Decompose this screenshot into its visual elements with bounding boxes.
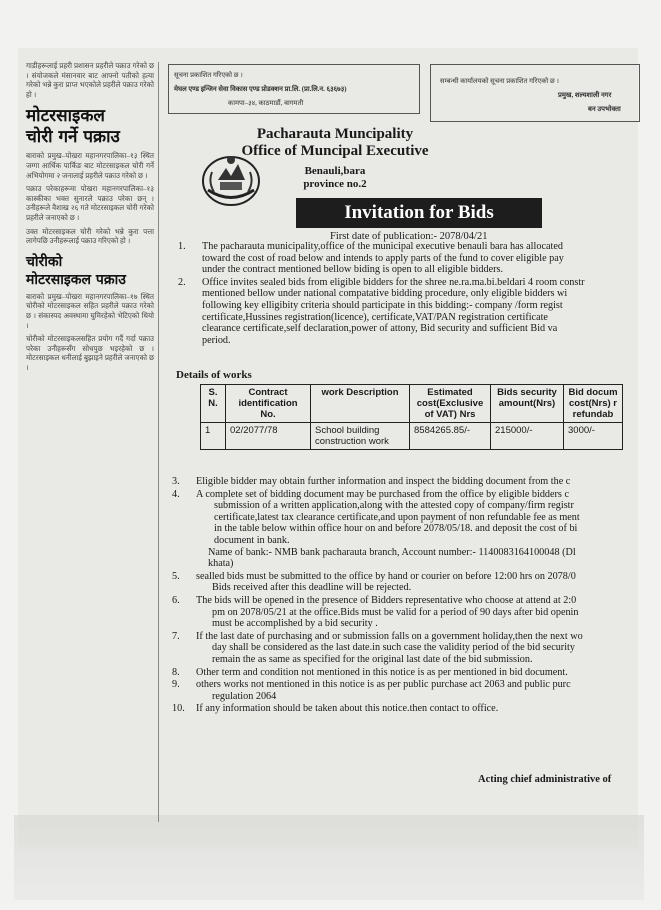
item-line: khata) bbox=[208, 558, 234, 570]
table-row bbox=[201, 423, 623, 450]
column-divider bbox=[158, 62, 159, 822]
item-text bbox=[196, 679, 638, 702]
address-line: Benauli,bara bbox=[304, 165, 366, 177]
news-headline bbox=[26, 253, 154, 289]
news-paragraph: गाडीहरूलाई प्रहरी प्रशासन प्रहरीले पक्राउ गरेको छ । संयोजकले मंसानवार बाट आफ्नो पतीको हत्या गरेको भन्ने कुरा प्राप्त भएकोले प्रहरीले पक्राउ गरेको हो । bbox=[26, 62, 154, 99]
item-line: Other term and condition not mentioned in this notice is as per mentioned in bid document. bbox=[196, 666, 568, 678]
headline-line: चोरी गर्ने पक्राउ bbox=[26, 127, 120, 148]
item-number: 6. bbox=[172, 594, 180, 606]
item-line: sealled bids must be submitted to the office by hand or courier on before 12:00 hrs on 2078/0 bbox=[196, 570, 576, 582]
table-cell: School building construction work bbox=[311, 423, 410, 450]
notice-item bbox=[172, 489, 638, 570]
notice-item bbox=[172, 476, 638, 488]
item-line: under the contract mentioned bellow biding is open to all eligible bidders. bbox=[202, 264, 504, 276]
table-cell: 215000/- bbox=[491, 423, 564, 450]
notice-text: बन उपभोक्ता bbox=[588, 106, 621, 113]
item-number: 2. bbox=[178, 276, 186, 288]
news-paragraph: बाराको प्रमुख–पोखरा महानगरपालिका–१७ स्थित चोरीको मोटरसाइकल सहित प्रहरीले पक्राउ गरेको छ । संकास्पद अवस्थामा घुमिरहेको भेटिएको थियो । bbox=[26, 292, 154, 330]
item-line: following key elligibity criteria should participate in this bidding:- company /form regist bbox=[202, 299, 563, 311]
notice-text: सम्बन्धी कार्यालयको सूचना प्रकाशित गरिएको छ । bbox=[440, 78, 559, 85]
table-header: Bid docum cost(Nrs) r refundab bbox=[564, 385, 623, 423]
province-line: province no.2 bbox=[303, 178, 367, 190]
item-number: 8. bbox=[172, 666, 180, 678]
notice-item bbox=[178, 277, 638, 347]
table-header-row bbox=[201, 385, 623, 423]
news-paragraph: पक्राउ परेकाहरूमा पोखरा महानगरपालिका–१३ कास्कीका भक्त सुनारले पक्राउ परेका छन् । उनीहरूले वैशाख २६ गते मोटरसाइकल चोरी गरेको प्रहरीले जनाएको छ । bbox=[26, 185, 154, 222]
item-line: period. bbox=[202, 334, 231, 346]
publication-date: First date of publication:- 2078/04/21 bbox=[330, 231, 488, 242]
item-line: clearance certificate,self declaration,power of attony, Bid security and sufficient Bid va bbox=[202, 323, 558, 335]
item-line: Bids received after this deadline will be rejected. bbox=[212, 582, 412, 594]
item-line: pm on 2078/05/21 at the office.Bids must be valid for a period of 90 days after bid openin bbox=[212, 606, 579, 618]
news-paragraph: उक्त मोटरसाइकल चोरी गरेको भन्ने कुरा पत्ता लागेपछि उनीहरूलाई पक्राउ गरिएको हो । bbox=[26, 227, 154, 246]
item-text bbox=[196, 476, 638, 488]
left-news-column bbox=[26, 62, 154, 822]
notice-text: प्रमुख, शल्यशाली नगर bbox=[558, 92, 612, 99]
notice-item bbox=[172, 631, 638, 666]
works-table bbox=[200, 384, 623, 450]
item-line: A complete set of bidding document may be purchased from the office by eligible bidders c bbox=[196, 488, 569, 500]
item-text bbox=[194, 241, 638, 276]
headline-line: मोटरसाइकल पक्राउ bbox=[26, 271, 126, 288]
item-text bbox=[194, 277, 638, 347]
item-line: toward the cost of road below and intends to apply parts of the fund to cover eligible pay bbox=[202, 252, 564, 264]
item-line: in the table below within office hour on and before 2078/05/18. and deposit the cost of bi bbox=[214, 523, 578, 535]
table-header: Contract identification No. bbox=[226, 385, 311, 423]
item-line: certificate,latest tax clearance certificate,and upon payment of non refundable fee as ment bbox=[214, 511, 580, 523]
top-notice-strip bbox=[168, 62, 638, 117]
item-line: Name of bank:- NMB bank pacharauta branch, Account number:- 1140083164100048 (Dl bbox=[208, 546, 576, 558]
item-text bbox=[196, 571, 638, 594]
table-cell: 1 bbox=[201, 423, 226, 450]
notice-item bbox=[178, 241, 638, 276]
notice-items-bottom bbox=[172, 476, 638, 716]
news-headline bbox=[26, 106, 154, 148]
item-line: Eligible bidder may obtain further information and inspect the bidding document from the c bbox=[196, 476, 571, 487]
item-text bbox=[196, 667, 638, 679]
item-line: remain the as same as specified for the original last date of the bid submission. bbox=[212, 653, 533, 665]
invitation-banner: Invitation for Bids bbox=[296, 198, 542, 228]
notice-items-top bbox=[178, 241, 638, 347]
item-text bbox=[196, 595, 638, 630]
item-number: 10. bbox=[172, 703, 185, 715]
item-text bbox=[196, 631, 638, 666]
item-line: others works not mentioned in this notice is as per public purchase act 2063 and public purc bbox=[196, 679, 571, 691]
item-text bbox=[196, 489, 638, 570]
item-line: day shall be considered as the last date.in such case the validity period of the bid security bbox=[212, 642, 575, 654]
notice-item bbox=[172, 679, 638, 702]
item-line: If the last date of purchasing and or submission falls on a government holiday,then the next wo bbox=[196, 630, 583, 642]
item-line: must be accomplished by a bid security . bbox=[212, 618, 378, 630]
table-header: work Description bbox=[311, 385, 410, 423]
item-number: 9. bbox=[172, 679, 180, 691]
item-line: certificate,Hussines registration(licence), certificate,VAT/PAN registration certificate bbox=[202, 311, 548, 323]
details-heading: Details of works bbox=[176, 369, 252, 381]
news-paragraph: चोरीको मोटरसाइकलसहित प्रयोग गर्दै गर्दा पक्राउ परेका उनीहरूसँग सोधपुछ भइरहेको छ । मोटरसाइकल धनीलाई बुझाइने प्रहरीले जनाएको छ । bbox=[26, 335, 154, 372]
notice-text: सूचना प्रकाशित गरिएको छ । bbox=[174, 72, 243, 79]
nepal-emblem-icon bbox=[198, 150, 264, 208]
item-number: 7. bbox=[172, 630, 180, 642]
table-cell: 02/2077/78 bbox=[226, 423, 311, 450]
notice-text: कामपा–३४, काठमाडौं, बागमती bbox=[228, 100, 304, 107]
item-line: Office invites sealed bids from eligible bidders for the shree ne.ra.ma.bi.beldari 4 room constr bbox=[202, 276, 585, 288]
item-number: 3. bbox=[172, 476, 180, 487]
signature-line: Acting chief administrative of bbox=[478, 774, 612, 785]
org-name: Pacharauta Muncipality bbox=[256, 126, 414, 142]
headline-line: चोरीको bbox=[26, 253, 63, 270]
table-cell: 3000/- bbox=[564, 423, 623, 450]
item-line: If any information should be taken about this notice.then contact to office. bbox=[196, 703, 499, 715]
table-header: S. N. bbox=[201, 385, 226, 423]
item-text bbox=[196, 703, 638, 715]
notice-item bbox=[172, 703, 638, 715]
item-line: submission of a written application,along with the attested copy of company/firm registr bbox=[214, 500, 574, 512]
news-paragraph: बाराको प्रमुख–पोखरा महानगरपालिका–१३ स्थित जग्गा आर्थिक पार्किङ बाट मोटरसाइकल चोरी गर्ने अभियोगमा २ जनालाई प्रहरीले पक्राउ गरेको छ । bbox=[26, 152, 154, 180]
item-number: 4. bbox=[172, 488, 180, 500]
scan-edge bbox=[14, 815, 644, 900]
notice-item bbox=[172, 667, 638, 679]
item-line: The bids will be opened in the presence of Bidders representative who choose at attend at 2:0 bbox=[196, 594, 577, 606]
table-cell: 8584265.85/- bbox=[410, 423, 491, 450]
table-header: Estimated cost(Exclusive of VAT) Nrs bbox=[410, 385, 491, 423]
item-line: The pacharauta municipality,office of the municipal executive benauli bara has allocated bbox=[202, 241, 563, 252]
notice-item bbox=[172, 595, 638, 630]
notice-text: मेघल एण्ड इन्जिन सेवा विकास एण्ड प्रोडक्शन प्रा.लि. (प्रा.लि.न. ६३६७३) bbox=[174, 86, 347, 93]
headline-line: मोटरसाइकल bbox=[26, 106, 105, 127]
item-number: 1. bbox=[178, 241, 186, 252]
item-line: mentioned bellow under national compatative bidding procedure, only eligible bidders wi bbox=[202, 288, 568, 300]
item-number: 5. bbox=[172, 570, 180, 582]
office-name: Office of Muncipal Executive bbox=[241, 143, 429, 159]
item-line: document in bank. bbox=[214, 534, 290, 546]
item-line: regulation 2064 bbox=[212, 690, 277, 702]
table-header: Bids security amount(Nrs) bbox=[491, 385, 564, 423]
notice-item bbox=[172, 571, 638, 594]
